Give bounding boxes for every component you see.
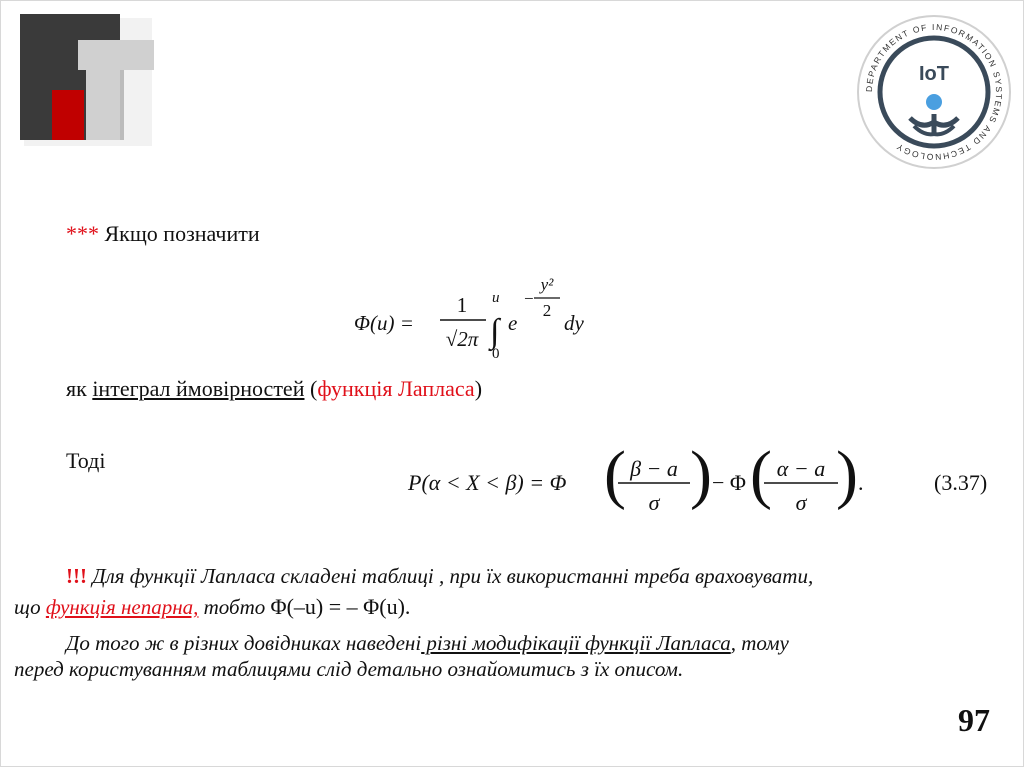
then-label: Тоді [66, 448, 106, 473]
f1-upper: u [492, 290, 500, 306]
def-paren-open: ( [304, 376, 318, 401]
note2-b: , тому [730, 631, 789, 655]
f2-paren-r1: ) [690, 446, 712, 511]
def-term: інтеграл ймовірностей [92, 376, 305, 401]
f2-den2: σ [795, 490, 807, 515]
f2-paren-r2: ) [836, 446, 858, 511]
note1-text: Для функції Лапласа складені таблиці , при їх використанні треба враховувати, [86, 564, 814, 588]
f1-lower: 0 [492, 346, 500, 362]
f1-lhs: Φ(u) = [354, 311, 414, 335]
exclaim-mark: !!! [66, 564, 87, 588]
note2-underlined: різні модифікації функції Лапласа [421, 631, 731, 655]
page-number: 97 [958, 702, 990, 738]
f1-exp-num: y² [540, 275, 554, 294]
stars-mark: *** [66, 221, 99, 246]
iot-ring-text: DEPARTMENT OF INFORMATION SYSTEMS AND TECHNOLOGY [863, 21, 1005, 163]
f2-end: . [858, 470, 864, 495]
f2-paren-l2: ( [750, 446, 772, 511]
f2-num1: β − a [630, 456, 678, 481]
iot-dot [926, 94, 942, 110]
f2-eqno: (3.37) [934, 470, 988, 495]
definition-line [66, 375, 482, 403]
note-modifications [66, 630, 1006, 656]
ft-logo [20, 14, 156, 148]
iot-logo [852, 10, 1016, 174]
iot-label: IoT [919, 63, 949, 85]
f2-lhs: P(α < X < β) = Φ [408, 470, 567, 495]
laplace-formula [350, 266, 610, 362]
note-modifications-line2: перед користуванням таблицями слід детально ознайомитись з їх описом. [14, 657, 684, 681]
f2-num2: α − a [776, 456, 826, 481]
integral-sign: ∫ [490, 313, 500, 350]
intro-text: Якщо позначити [99, 221, 260, 246]
def-paren-close: ) [474, 376, 483, 401]
f1-den: √2π [445, 327, 479, 351]
note-laplace-tables [66, 563, 1006, 589]
odd-identity: Φ(–u) = – Φ(u). [270, 594, 411, 619]
f1-exp-den: 2 [542, 301, 552, 320]
f1-diff: dy [564, 311, 584, 335]
f1-exp-sign: − [524, 289, 534, 308]
f2-mid: − Φ [712, 470, 746, 495]
f2-den1: σ [648, 490, 660, 515]
note2-a: До того ж в різних довідниках наведені [66, 631, 422, 655]
def-prefix: як [66, 376, 93, 401]
def-name: функція Лапласа [317, 376, 475, 401]
f1-num: 1 [456, 293, 468, 317]
note1-line2-mid: тобто [198, 595, 271, 619]
f2-paren-l1: ( [604, 446, 626, 511]
odd-function-text: функція непарна, [45, 595, 199, 619]
intro-line [66, 220, 260, 248]
f1-base: e [508, 311, 518, 335]
note1-line2-prefix: що [14, 595, 46, 619]
note-odd-line [14, 594, 410, 620]
probability-formula [404, 446, 1014, 526]
